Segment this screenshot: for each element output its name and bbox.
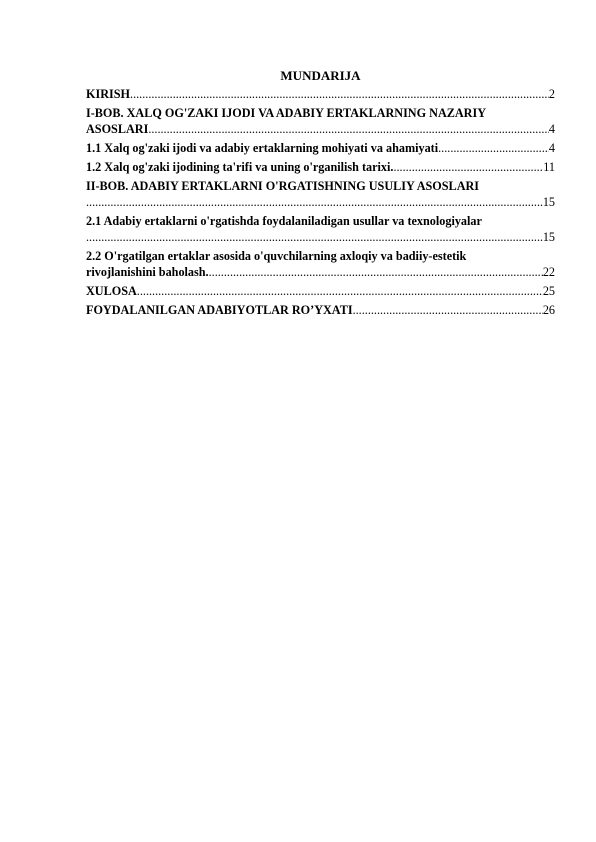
toc-entry-title: XULOSA: [86, 284, 137, 298]
toc-entry-chapter-1[interactable]: [86, 105, 555, 137]
toc-leader-dots: [209, 264, 543, 280]
toc-page-number: 22: [542, 265, 555, 279]
toc-entry-section-2-2[interactable]: [86, 248, 555, 280]
toc-leader-dots: [137, 283, 543, 299]
toc-entry-title-line: 2.1 Adabiy ertaklarni o'rgatishda foydalaniladigan usullar va texnologiyalar: [86, 214, 482, 228]
toc-leader-dots: [353, 302, 543, 318]
toc-entry-title: 1.2 Xalq og'zaki ijodining ta'rifi va uning o'rganilish tarixi.: [86, 160, 394, 174]
toc-page-number: 26: [542, 303, 555, 317]
toc-page-number: 15: [542, 230, 555, 244]
toc-page-number: 4: [548, 141, 555, 155]
toc-entry-row: [86, 140, 555, 156]
toc-entry-row: [86, 283, 555, 299]
toc-entry-row: [86, 264, 555, 280]
toc-leader-dots: [393, 159, 543, 175]
toc-entry-row: [86, 194, 555, 210]
toc-entry-title-line: II-BOB. ADABIY ERTAKLARNI O'RGATISHNING USULIY ASOSLARI: [86, 179, 480, 193]
toc-page-number: 11: [543, 160, 555, 174]
toc-entry-row: [86, 159, 555, 175]
toc-entry-row: [86, 302, 555, 318]
table-of-contents: [86, 68, 555, 321]
toc-entry-chapter-2[interactable]: [86, 178, 555, 210]
toc-entry-title: ASOSLARI: [86, 122, 149, 136]
toc-entry-row: [86, 86, 555, 102]
toc-page-number: 4: [548, 122, 555, 136]
toc-entry-title-line: I-BOB. XALQ OG'ZAKI IJODI VA ADABIY ERTAKLARNING NAZARIY: [86, 106, 487, 120]
toc-page-number: 2: [548, 87, 555, 101]
toc-entry-section-1-2[interactable]: [86, 159, 555, 175]
toc-entry-title: rivojlanishini baholash.: [86, 265, 209, 279]
toc-heading: MUNDARIJA: [280, 68, 361, 83]
toc-entry-title: 1.1 Xalq og'zaki ijodi va adabiy ertaklarning mohiyati va ahamiyati: [86, 141, 439, 155]
toc-entry-row: [86, 121, 555, 137]
toc-entry-kirish[interactable]: [86, 86, 555, 102]
toc-entry-row: [86, 229, 555, 245]
toc-leader-dots: [148, 121, 549, 137]
toc-entry-references[interactable]: [86, 302, 555, 318]
toc-entry-title: KIRISH: [86, 87, 131, 101]
toc-leader-dots: [130, 86, 549, 102]
toc-leader-dots: [86, 194, 543, 210]
toc-page-number: 25: [542, 284, 555, 298]
toc-leader-dots: [86, 229, 543, 245]
toc-entry-title: FOYDALANILGAN ADABIYOTLAR RO’YXATI: [86, 303, 353, 317]
toc-entry-section-2-1[interactable]: [86, 213, 555, 245]
toc-entry-section-1-1[interactable]: [86, 140, 555, 156]
toc-entry-title-line: 2.2 O'rgatilgan ertaklar asosida o'quvchilarning axloqiy va badiiy-estetik: [86, 249, 467, 263]
toc-leader-dots: [438, 140, 549, 156]
toc-entry-xulosa[interactable]: [86, 283, 555, 299]
toc-page-number: 15: [542, 195, 555, 209]
